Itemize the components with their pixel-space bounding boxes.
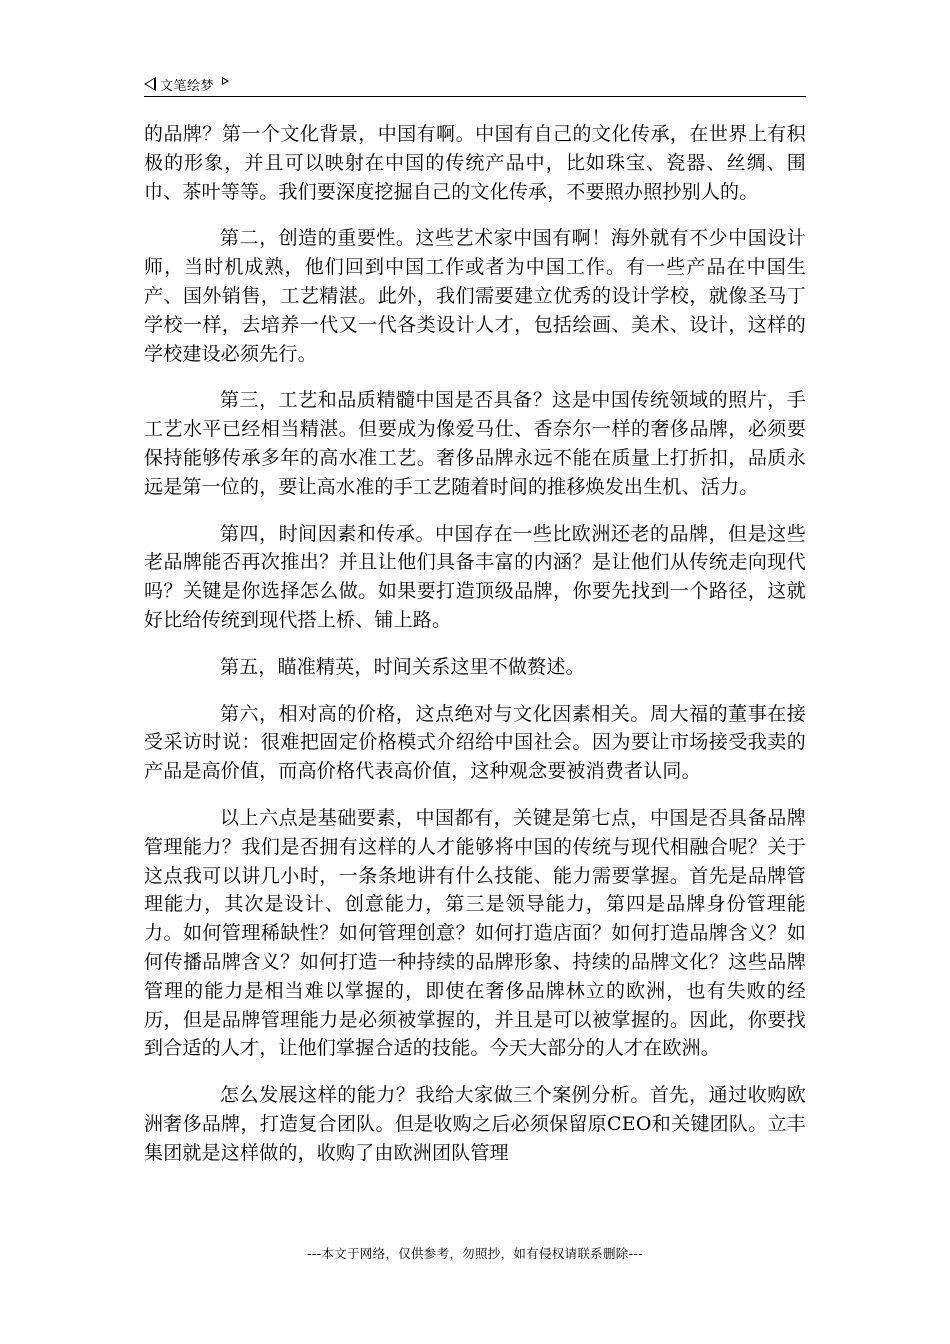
document-body bbox=[144, 120, 806, 1186]
paragraph-4: 第四，时间因素和传承。中国存在一些比欧洲还老的品牌，但是这些老品牌能否再次推出？并且让他们具备丰富的内涵？是让他们从传统走向现代吗？关键是你选择怎么做。如果要打造顶级品牌，你要先找到一个路径，这就好比给传统到现代搭上桥、铺上路。 bbox=[144, 522, 806, 631]
paragraph-7: 以上六点是基础要素，中国都有，关键是第七点，中国是否具备品牌管理能力？我们是否拥有这样的人才能够将中国的传统与现代相融合呢？关于这点我可以讲几小时，一条条地讲有什么技能、能力需要掌握。首先是品牌管理能力，其次是设计、创意能力，第三是领导能力，第四是品牌身份管理能力。如何管理稀缺性？如何管理创意？如何打造店面？如何打造品牌含义？如何传播品牌含义？如何打造一种持续的品牌形象、持续的品牌文化？这些品牌管理的能力是相当难以掌握的，即使在奢侈品牌林立的欧洲，也有失败的经历，但是品牌管理能力是必须被掌握的，并且是可以被掌握的。因此，你要找到合适的人才，让他们掌握合适的技能。今天大部分的人才在欧洲。 bbox=[144, 806, 806, 1060]
paragraph-2: 第二，创造的重要性。这些艺术家中国有啊！海外就有不少中国设计师，当时机成熟，他们回到中国工作或者为中国工作。有一些产品在中国生产、国外销售，工艺精湛。此外，我们需要建立优秀的设计学校，就像圣马丁学校一样，去培养一代又一代各类设计人才，包括绘画、美术、设计，这样的学校建设必须先行。 bbox=[144, 227, 806, 365]
page-footer: ---本文于网络，仅供参考，勿照抄，如有侵权请联系删除--- bbox=[306, 1246, 644, 1261]
header-title: 文笔绘梦 bbox=[160, 78, 215, 94]
paragraph-8: 怎么发展这样的能力？我给大家做三个案例分析。首先，通过收购欧洲奢侈品牌，打造复合团队。但是收购之后必须保留原CEO和关键团队。立丰集团就是这样做的，收购了由欧洲团队管理 bbox=[144, 1084, 806, 1164]
triangle-left-icon bbox=[144, 77, 156, 91]
paragraph-1: 的品牌？第一个文化背景，中国有啊。中国有自己的文化传承，在世界上有积极的形象，并且可以映射在中国的传统产品中，比如珠宝、瓷器、丝绸、围巾、茶叶等等。我们要深度挖掘自己的文化传承，不要照办照抄别人的。 bbox=[144, 123, 806, 203]
paragraph-5: 第五，瞄准精英，时间关系这里不做赘述。 bbox=[220, 655, 585, 678]
triangle-right-icon bbox=[222, 77, 229, 85]
paragraph-6: 第六，相对高的价格，这点绝对与文化因素相关。周大福的董事在接受采访时说：很难把固定价格模式介绍给中国社会。因为要让市场接受我卖的产品是高价值，而高价格代表高价值，这种观念要被消费者认同。 bbox=[144, 702, 806, 783]
paragraph-3: 第三，工艺和品质精髓中国是否具备？这是中国传统领域的照片，手工艺水平已经相当精湛。但要成为像爱马仕、香奈尔一样的奢侈品牌，必须要保持能够传承多年的高水准工艺。奢侈品牌永远不能在质量上打折扣，品质永远是第一位的，要让高水准的手工艺随着时间的推移焕发出生机、活力。 bbox=[144, 389, 806, 498]
page-header bbox=[144, 74, 806, 97]
